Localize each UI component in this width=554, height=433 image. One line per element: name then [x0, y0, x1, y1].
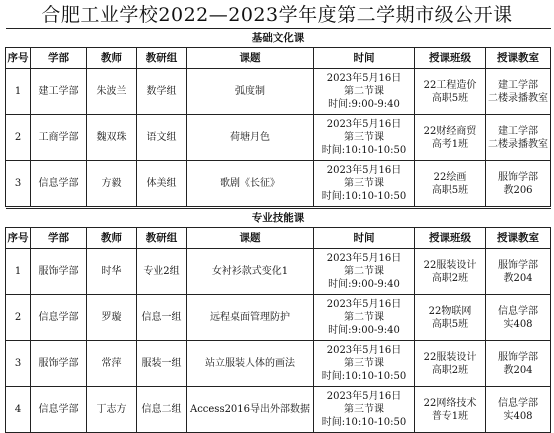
table-row	[6, 341, 551, 387]
cell-line: 第三节课	[344, 358, 384, 369]
cell-line: 第二节课	[344, 86, 384, 97]
cell-room	[486, 387, 551, 433]
header-row	[6, 48, 551, 69]
cell-dept: 建工学部	[31, 69, 87, 115]
cell-cls	[415, 161, 486, 207]
column-header: 教研组	[137, 228, 187, 249]
cell-room	[486, 69, 551, 115]
cell-line: 22工程造价	[423, 79, 477, 91]
section-title: 基础文化课	[6, 29, 551, 48]
cell-line: 信息学部	[498, 305, 538, 317]
column-header: 学部	[31, 228, 87, 249]
cell-no: 1	[6, 249, 31, 295]
cell-topic: Access2016导出外部数据	[187, 387, 314, 433]
table-row	[6, 387, 551, 433]
cell-time	[314, 161, 415, 207]
cell-line: 时间:10:10-10:50	[321, 371, 407, 382]
cell-group: 信息二组	[137, 387, 187, 433]
column-header: 教师	[87, 48, 137, 69]
cell-line: 二楼录播教室	[488, 138, 548, 150]
cell-group: 体美组	[137, 161, 187, 207]
column-header: 教师	[87, 228, 137, 249]
cell-line: 第二节课	[344, 266, 384, 277]
cell-line: 二楼录播教室	[488, 92, 548, 104]
cell-time	[314, 295, 415, 341]
cell-teacher: 丁志方	[87, 387, 137, 433]
cell-line: 2023年5月16日	[326, 165, 402, 176]
cell-line: 时间:9:00-9:40	[328, 279, 400, 290]
cell-line: 高职2班	[431, 272, 469, 284]
cell-line: 时间:9:00-9:40	[328, 325, 400, 336]
table-row	[6, 69, 551, 115]
cell-topic: 歌剧《长征》	[187, 161, 314, 207]
cell-cls	[415, 69, 486, 115]
cell-group: 信息一组	[137, 295, 187, 341]
section-title: 专业技能课	[6, 209, 551, 228]
cell-time	[314, 115, 415, 161]
cell-line: 普专1班	[431, 410, 469, 422]
cell-line: 实408	[503, 410, 533, 422]
cell-time	[314, 69, 415, 115]
cell-dept: 信息学部	[31, 295, 87, 341]
cell-time	[314, 341, 415, 387]
cell-topic: 女衬衫款式变化1	[187, 249, 314, 295]
cell-line: 高职2班	[431, 364, 469, 376]
cell-teacher: 方毅	[87, 161, 137, 207]
cell-topic: 荷塘月色	[187, 115, 314, 161]
cell-teacher: 罗璇	[87, 295, 137, 341]
column-header: 序号	[6, 228, 31, 249]
column-header: 课题	[187, 228, 314, 249]
cell-line: 时间:9:00-9:40	[328, 99, 400, 110]
cell-dept: 信息学部	[31, 161, 87, 207]
cell-dept: 服饰学部	[31, 341, 87, 387]
cell-dept: 工商学部	[31, 115, 87, 161]
cell-line: 高职5班	[431, 318, 469, 330]
cell-teacher: 朱波兰	[87, 69, 137, 115]
document-title: 合肥工业学校2022—2023学年度第二学期市级公开课	[41, 4, 513, 26]
cell-group: 专业2组	[137, 249, 187, 295]
column-header: 授课班级	[415, 228, 486, 249]
column-header: 授课教室	[486, 228, 551, 249]
section-title-row	[6, 29, 551, 48]
cell-line: 2023年5月16日	[326, 253, 402, 264]
cell-line: 建工学部	[498, 125, 538, 137]
cell-no: 3	[6, 161, 31, 207]
cell-group: 语文组	[137, 115, 187, 161]
cell-line: 第二节课	[344, 312, 384, 323]
cell-teacher: 时华	[87, 249, 137, 295]
cell-time	[314, 249, 415, 295]
cell-line: 服饰学部	[498, 259, 538, 271]
cell-teacher: 魏双珠	[87, 115, 137, 161]
cell-line: 建工学部	[498, 79, 538, 91]
cell-line: 第三节课	[344, 132, 384, 143]
cell-cls	[415, 249, 486, 295]
cell-line: 2023年5月16日	[326, 391, 402, 402]
cell-line: 教206	[503, 184, 533, 196]
cell-room	[486, 295, 551, 341]
cell-line: 服饰学部	[498, 351, 538, 363]
cell-time	[314, 387, 415, 433]
cell-line: 22财经商贸	[423, 125, 477, 137]
cell-group: 服装一组	[137, 341, 187, 387]
cell-topic: 站立服装人体的画法	[187, 341, 314, 387]
cell-room	[486, 161, 551, 207]
cell-topic: 远程桌面管理防护	[187, 295, 314, 341]
cell-cls	[415, 341, 486, 387]
cell-line: 第三节课	[344, 404, 384, 415]
cell-line: 时间:10:10-10:50	[321, 145, 407, 156]
cell-no: 2	[6, 115, 31, 161]
column-header: 序号	[6, 48, 31, 69]
table-row	[6, 249, 551, 295]
cell-dept: 信息学部	[31, 387, 87, 433]
cell-no: 2	[6, 295, 31, 341]
cell-line: 2023年5月16日	[326, 73, 402, 84]
table-row	[6, 115, 551, 161]
cell-no: 1	[6, 69, 31, 115]
cell-teacher: 常萍	[87, 341, 137, 387]
cell-cls	[415, 295, 486, 341]
cell-line: 22网络技术	[423, 397, 477, 409]
cell-line: 22绘画	[433, 171, 467, 183]
cell-line: 时间:10:10-10:50	[321, 191, 407, 202]
cell-topic: 弧度制	[187, 69, 314, 115]
column-header: 授课班级	[415, 48, 486, 69]
column-header: 时间	[314, 48, 415, 69]
column-header: 学部	[31, 48, 87, 69]
cell-line: 第三节课	[344, 178, 384, 189]
cell-line: 服饰学部	[498, 171, 538, 183]
cell-room	[486, 341, 551, 387]
cell-line: 高职5班	[431, 184, 469, 196]
cell-room	[486, 249, 551, 295]
cell-line: 教204	[503, 272, 533, 284]
table-row	[6, 161, 551, 207]
cell-cls	[415, 387, 486, 433]
cell-no: 3	[6, 341, 31, 387]
column-header: 教研组	[137, 48, 187, 69]
header-row	[6, 228, 551, 249]
section-title-row	[6, 209, 551, 228]
cell-line: 22物联网	[428, 305, 472, 317]
cell-line: 2023年5月16日	[326, 299, 402, 310]
cell-group: 数学组	[137, 69, 187, 115]
column-header: 课题	[187, 48, 314, 69]
cell-line: 信息学部	[498, 397, 538, 409]
cell-line: 2023年5月16日	[326, 119, 402, 130]
basic-culture-table	[5, 28, 551, 207]
cell-line: 高考1班	[431, 138, 469, 150]
cell-line: 22服装设计	[423, 351, 477, 363]
cell-no: 4	[6, 387, 31, 433]
cell-line: 高职5班	[431, 92, 469, 104]
column-header: 授课教室	[486, 48, 551, 69]
cell-line: 实408	[503, 318, 533, 330]
cell-cls	[415, 115, 486, 161]
cell-dept: 服饰学部	[31, 249, 87, 295]
table-row	[6, 295, 551, 341]
professional-skill-table	[5, 208, 551, 433]
cell-line: 时间:10:10-10:50	[321, 417, 407, 428]
column-header: 时间	[314, 228, 415, 249]
cell-line: 教204	[503, 364, 533, 376]
cell-line: 22服装设计	[423, 259, 477, 271]
cell-line: 2023年5月16日	[326, 345, 402, 356]
cell-room	[486, 115, 551, 161]
